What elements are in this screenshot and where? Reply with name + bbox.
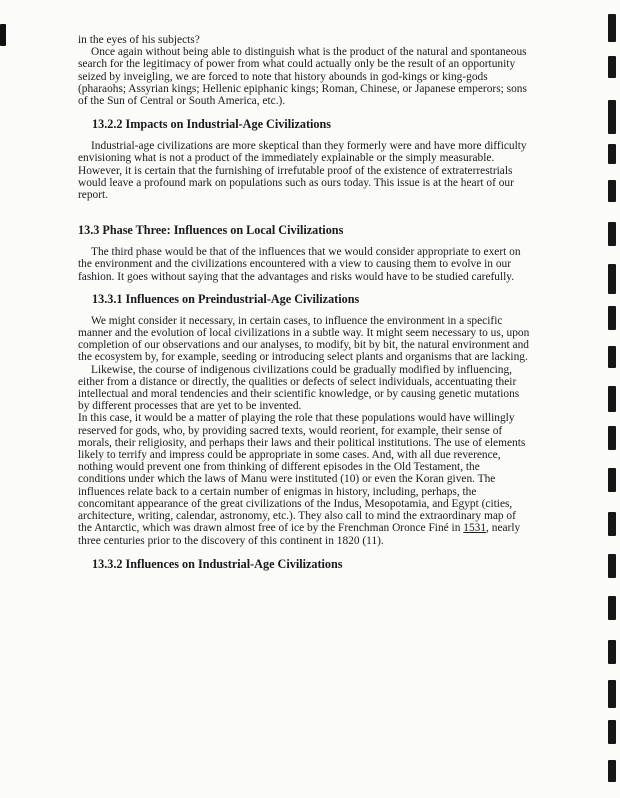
heading-13-3-2: 13.3.2 Influences on Industrial-Age Civilizations	[92, 556, 343, 571]
edge-mark	[608, 306, 616, 330]
heading-13-3-1: 13.3.1 Influences on Preindustrial-Age Civilizations	[92, 291, 360, 306]
paragraph-third-phase: The third phase would be that of the influences that we would consider appropriate to exert on the environment and the civilizations encountered with a view to causing them to evolve in our fashion. It goes without saying that the advantages and risks would have to be studied carefully.	[78, 246, 521, 283]
edge-mark	[608, 426, 616, 450]
edge-mark	[608, 222, 616, 246]
heading-13-2-2: 13.2.2 Impacts on Industrial-Age Civilizations	[92, 117, 332, 132]
heading-13-3: 13.3 Phase Three: Influences on Local Civilizations	[78, 223, 344, 238]
paragraph-industrial-age: Industrial-age civilizations are more skeptical than they formerly were and have more difficulty envisioning what is not a product of the immediately explainable or the simply measurable. However, it is certain that the furnishing of irrefutable proof of the existence of extraterrestrials would leave a profound mark on populations such as ours today. This issue is at the heart of our report.	[78, 140, 527, 202]
year-link: 1531	[463, 522, 487, 535]
edge-mark	[608, 56, 616, 78]
edge-mark	[608, 640, 616, 664]
edge-mark	[608, 680, 616, 708]
edge-mark	[608, 554, 616, 578]
edge-mark	[608, 180, 616, 202]
edge-mark	[608, 346, 616, 368]
paragraph-likewise: Likewise, the course of indigenous civilizations could be gradually modified by influencing, either from a distance or directly, the qualities or defects of select individuals, accentuating their intellectual and moral tendencies and their scientific knowledge, or by causing genetic mutations by different processes that are yet to be invented.	[78, 363, 520, 413]
edge-mark	[608, 720, 616, 744]
edge-mark	[608, 100, 616, 134]
paragraph-text: In this case, it would be a matter of playing the role that these populations would have willingly reserved for gods, who, by providing sacred texts, would reorient, for example, their sense of morals, their religiosity, and perhaps their laws and their political institutions. The use of elements likely to terrify and impress could be appropriate in some cases. And, with all due reverence, nothing would prevent one from thinking of different episodes in the Old Testament, the conditions under which the laws of Manu were instituted (10) or even the Koran given. The influences relate back to a certain number of enigmas in history, including, perhaps, the concomitant appearance of the great civilizations of the Indus, Mesopotamia, and Egypt (cities, architecture, writing, calendar, astronomy, etc.). They also call to mind the extraordinary map of the Antarctic, which was drawn almost free of ice by the Frenchman Oronce Finé in	[78, 412, 526, 535]
edge-mark	[608, 14, 616, 42]
document-body	[78, 34, 530, 571]
paragraph-text: , nearly three centuries prior to the discovery of this continent in 1820 (11).	[78, 522, 521, 547]
binding-mark	[0, 24, 6, 46]
edge-mark	[608, 596, 616, 620]
scan-edge-marks	[606, 0, 620, 798]
edge-mark	[608, 144, 616, 164]
edge-mark	[608, 760, 616, 782]
paragraph-in-this-case	[78, 412, 530, 546]
edge-mark	[608, 264, 616, 294]
edge-mark	[608, 512, 616, 536]
paragraph-we-might: We might consider it necessary, in certain cases, to influence the environment in a specific manner and the evolution of local civilizations in a subtle way. It might seem necessary to us, upon completion of our observations and our analyses, to modify, bit by bit, the natural environment and the ecosystem by, for example, seeding or introducing select plants and organisms that are lacking.	[78, 314, 530, 364]
paragraph-once-again: Once again without being able to distinguish what is the product of the natural and spontaneous search for the legitimacy of power from what could actually only be the result of an opportunity seized by inveigling, we are forced to note that history abounds in god-kings or king-gods (pharaohs; Assyrian kings; Hellenic epiphanic kings; Roman, Chinese, or Japanese emperors; sons of the Sun of Central or South America, etc.).	[78, 46, 527, 108]
opening-line: in the eyes of his subjects?	[78, 34, 200, 46]
edge-mark	[608, 468, 616, 492]
edge-mark	[608, 386, 616, 412]
